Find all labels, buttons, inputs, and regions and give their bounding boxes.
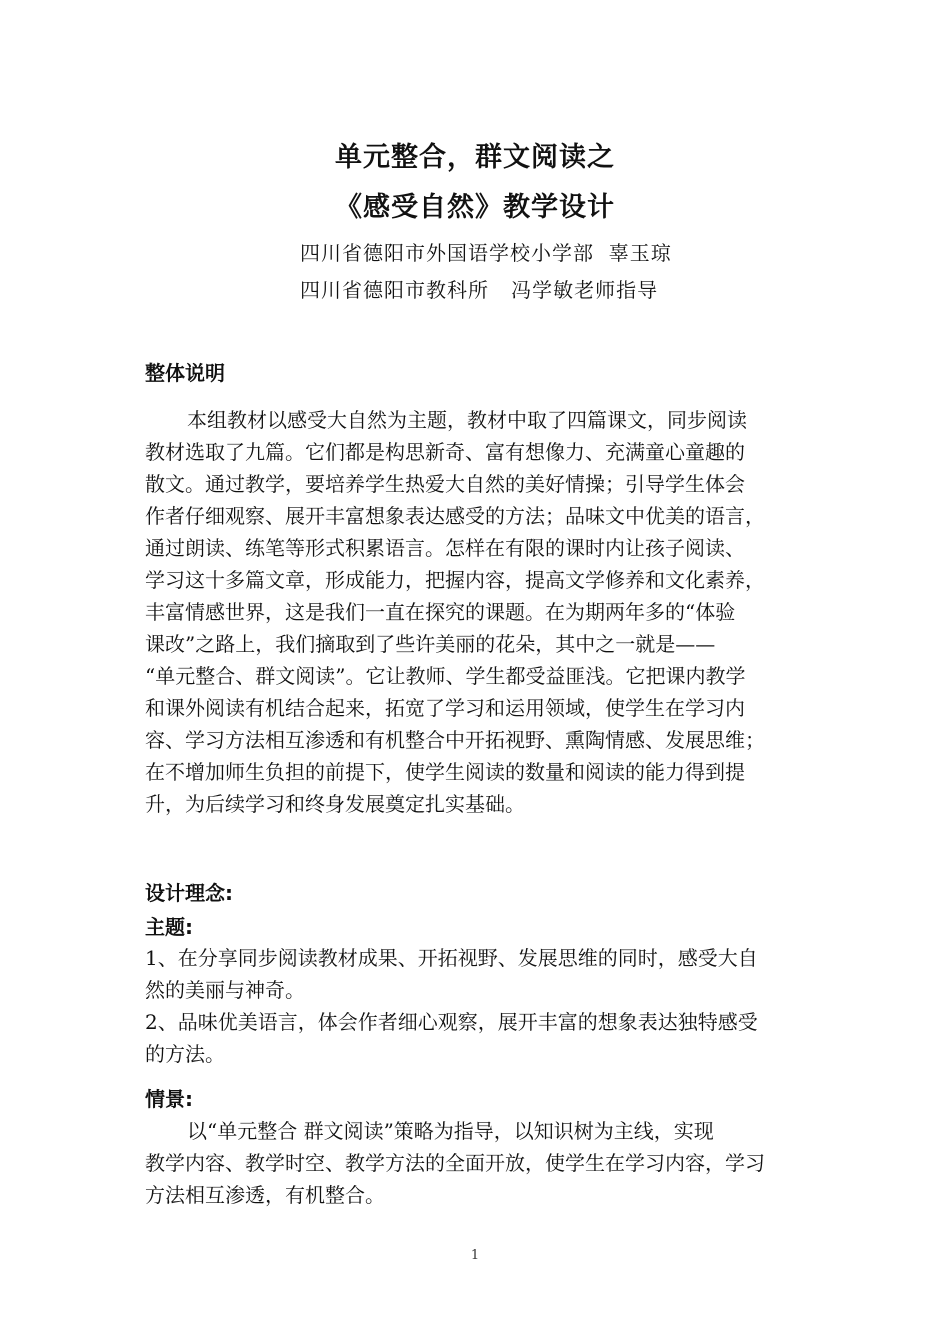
theme-paragraph: [145, 942, 807, 1070]
overview-paragraph: [145, 404, 807, 820]
document-title-line2: 《感受自然》教学设计: [335, 192, 615, 223]
overview-heading: 整体说明: [145, 361, 225, 385]
paragraph-line: 在不增加师生负担的前提下，使学生阅读的数量和阅读的能力得到提: [145, 760, 745, 784]
paragraph-line: 学习这十多篇文章，形成能力，把握内容，提高文学修养和文化素养，: [145, 568, 765, 592]
paragraph-line: 本组教材以感受大自然为主题，教材中取了四篇课文，同步阅读: [187, 408, 747, 432]
paragraph-line: 以“单元整合 群文阅读”策略为指导，以知识树为主线，实现: [187, 1119, 714, 1143]
paragraph-line: 散文。通过教学，要培养学生热爱大自然的美好情操；引导学生体会: [145, 472, 745, 496]
paragraph-line: 升，为后续学习和终身发展奠定扎实基础。: [145, 792, 525, 816]
scene-paragraph: [145, 1115, 807, 1211]
paragraph-line: 教材选取了九篇。它们都是构思新奇、富有想像力、充满童心童趣的: [145, 440, 745, 464]
paragraph-line: 作者仔细观察、展开丰富想象表达感受的方法；品味文中优美的语言，: [145, 504, 765, 528]
paragraph-line: 教学内容、教学时空、教学方法的全面开放，使学生在学习内容，学习: [145, 1151, 765, 1175]
paragraph-line: “单元整合、群文阅读”。它让教师、学生都受益匪浅。它把课内教学: [145, 664, 746, 688]
page-number: 1: [470, 1248, 480, 1263]
paragraph-line: 容、学习方法相互渗透和有机整合中开拓视野、熏陶情感、发展思维；: [145, 728, 765, 752]
paragraph-line: 的方法。: [145, 1042, 225, 1066]
author-line2: 四川省德阳市教科所 冯学敏老师指导: [300, 278, 659, 302]
paragraph-line: 和课外阅读有机结合起来，拓宽了学习和运用领域，使学生在学习内: [145, 696, 745, 720]
paragraph-line: 丰富情感世界，这是我们一直在探究的课题。在为期两年多的“体验: [145, 600, 736, 624]
scene-heading: 情景:: [145, 1087, 193, 1111]
author-line1: 四川省德阳市外国语学校小学部 辜玉琼: [300, 241, 672, 265]
paragraph-line: 然的美丽与神奇。: [145, 978, 305, 1002]
paragraph-line: 2、品味优美语言，体会作者细心观察，展开丰富的想象表达独特感受: [145, 1010, 758, 1034]
concept-heading: 设计理念:: [145, 881, 233, 905]
paragraph-line: 方法相互渗透，有机整合。: [145, 1183, 385, 1207]
theme-heading: 主题:: [145, 915, 193, 939]
document-title-line1: 单元整合，群文阅读之: [335, 142, 615, 173]
paragraph-line: 1、在分享同步阅读教材成果、开拓视野、发展思维的同时，感受大自: [145, 946, 758, 970]
paragraph-line: 通过朗读、练笔等形式积累语言。怎样在有限的课时内让孩子阅读、: [145, 536, 745, 560]
paragraph-line: 课改”之路上，我们摘取到了些许美丽的花朵，其中之一就是——: [145, 632, 716, 656]
